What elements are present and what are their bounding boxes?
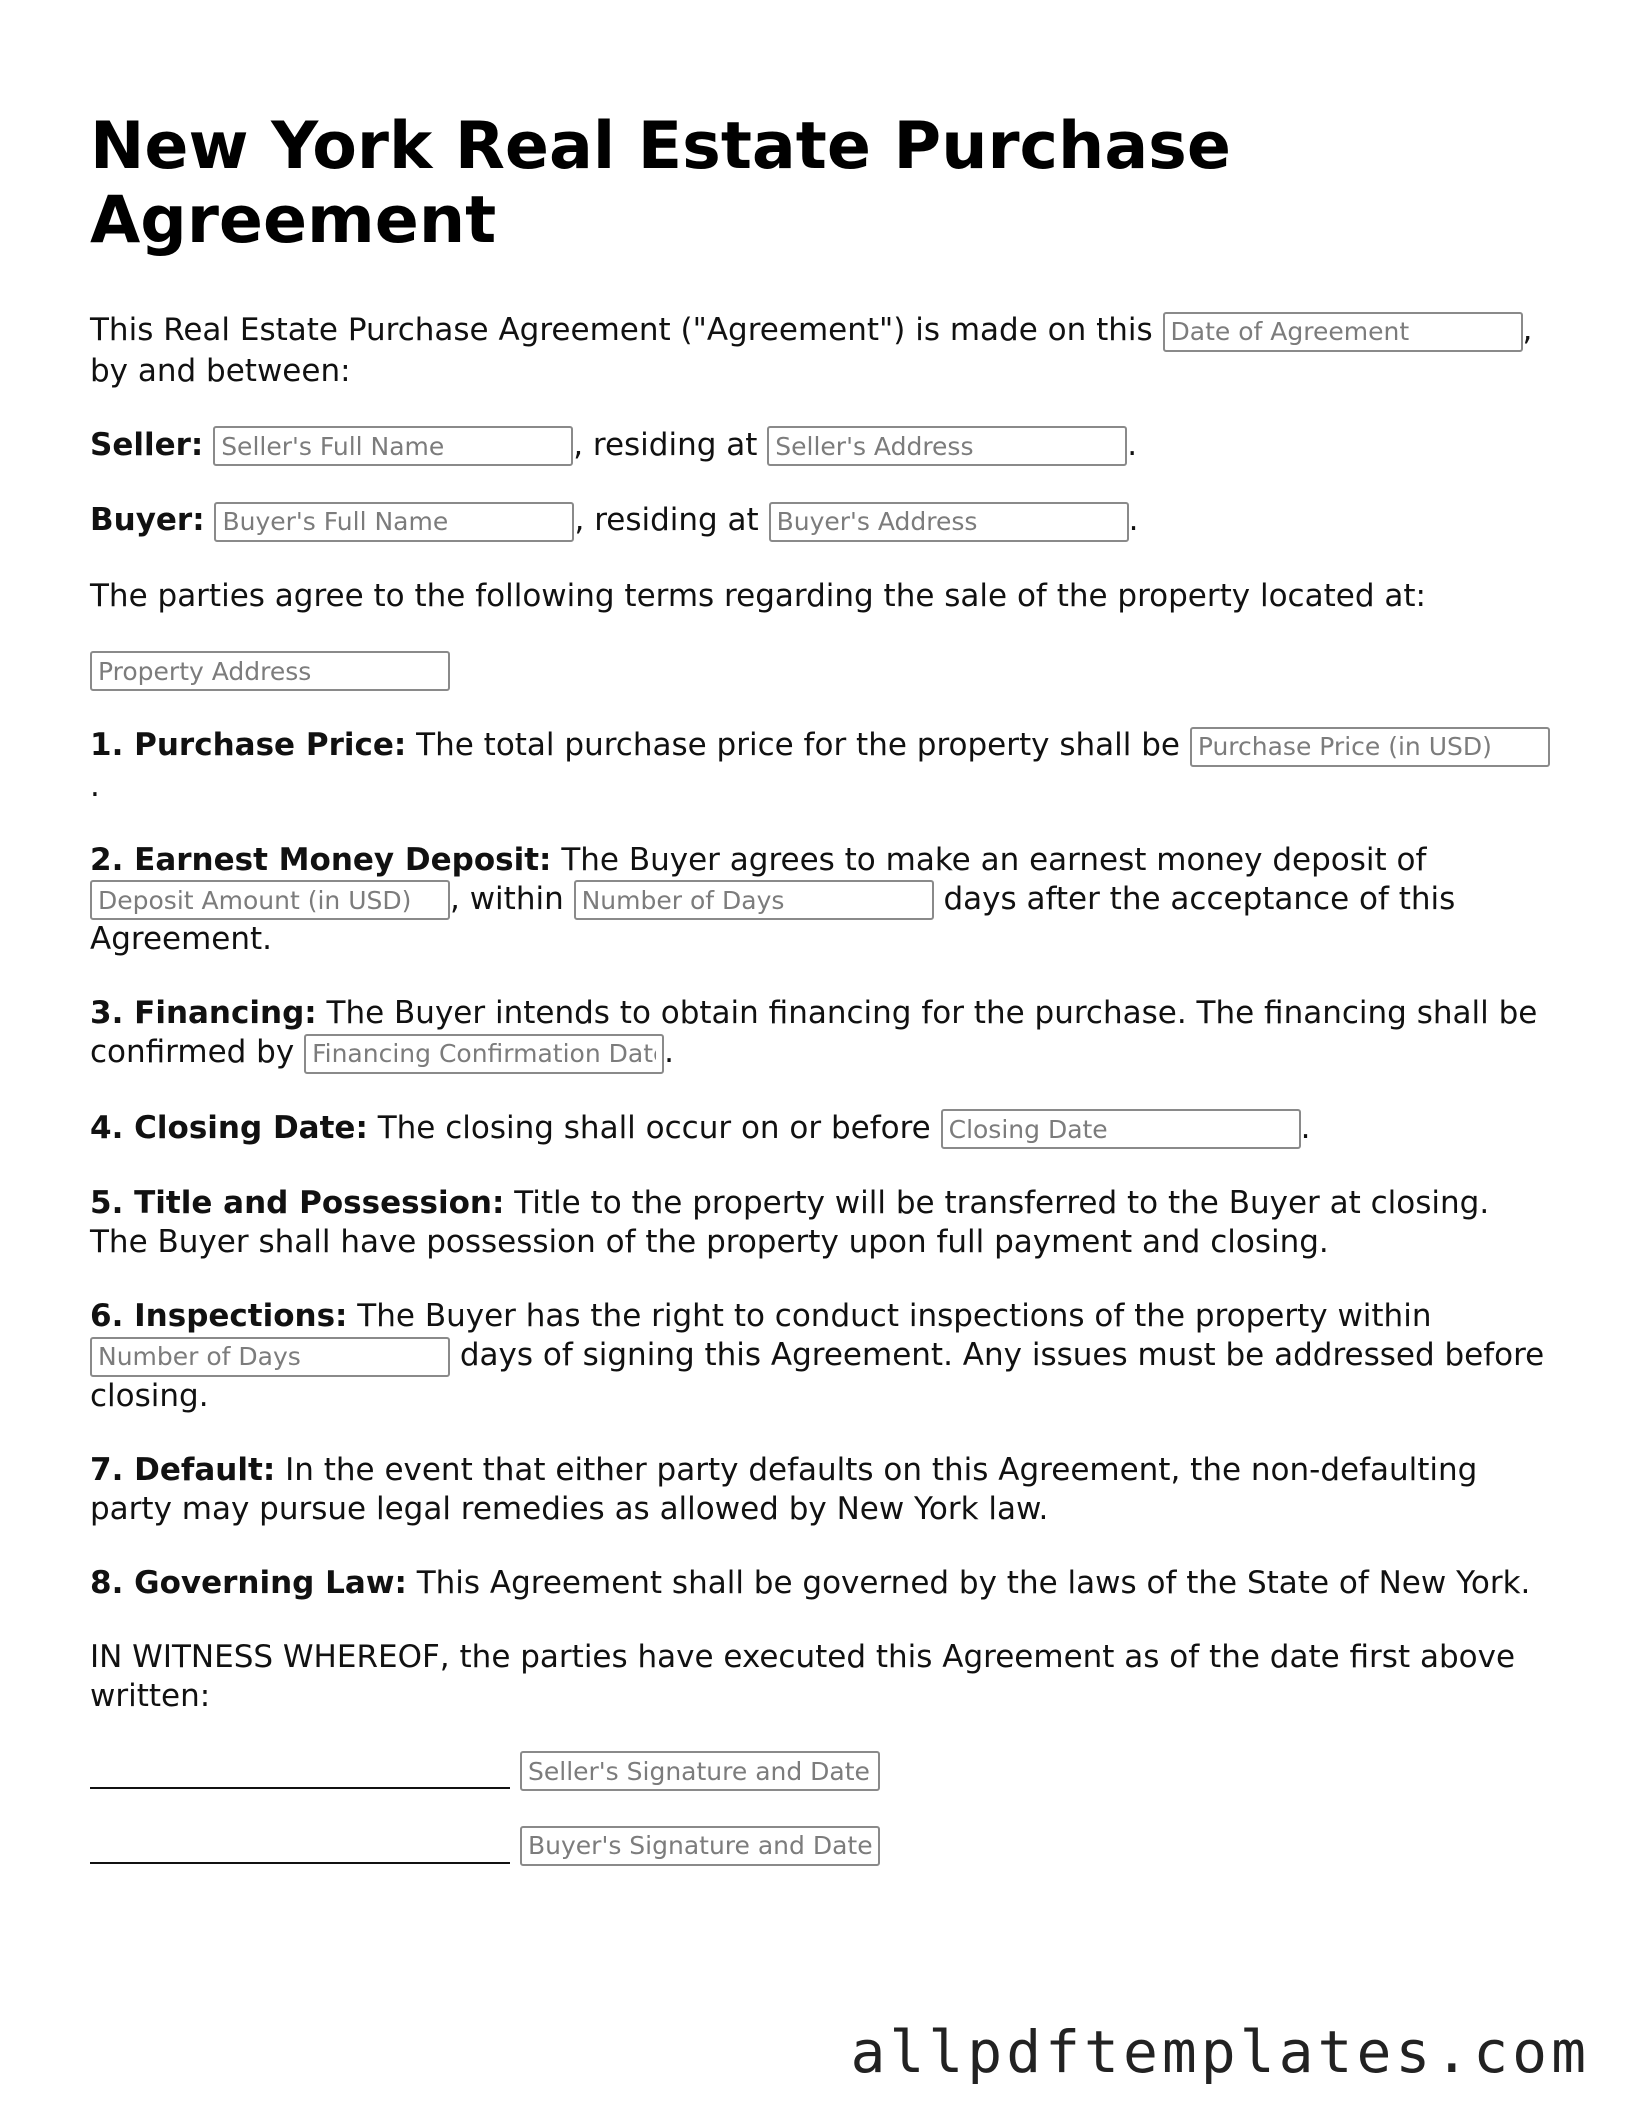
seller-address-input[interactable] [767, 426, 1127, 466]
section-title-possession [90, 1184, 1550, 1262]
section-end: . [1300, 1109, 1311, 1146]
section-text: Title to the property will be transferred to the Buyer at closing. The Buyer shall have possession of the property upon full payment and closing. [90, 1185, 1490, 1260]
property-address-input[interactable] [90, 651, 450, 691]
seller-signature-row [90, 1751, 1550, 1792]
section-text: The Buyer intends to obtain financing for the purchase. The financing shall be confirmed by [90, 995, 1538, 1070]
section-text: The Buyer agrees to make an earnest money deposit of [551, 841, 1427, 878]
section-financing [90, 994, 1550, 1074]
seller-line-end: . [1127, 426, 1138, 463]
buyer-signature-input[interactable] [520, 1826, 880, 1866]
section-governing-law [90, 1564, 1550, 1603]
section-heading: 3. Financing: [90, 995, 317, 1031]
section-end: . [90, 767, 100, 804]
section-heading: 7. Default: [90, 1451, 276, 1488]
buyer-address-input[interactable] [769, 502, 1129, 542]
section-heading: 1. Purchase Price: [90, 727, 407, 763]
purchase-price-input[interactable] [1190, 727, 1550, 767]
seller-name-input[interactable] [213, 426, 573, 466]
section-end: . [664, 1034, 674, 1070]
section-text: The Buyer has the right to conduct inspections of the property within [347, 1298, 1432, 1334]
seller-residing-text: , residing at [573, 426, 758, 463]
section-purchase-price [90, 726, 1550, 806]
buyer-signature-row [90, 1825, 1550, 1866]
deposit-days-input[interactable] [574, 880, 934, 920]
section-heading: 5. Title and Possession: [90, 1185, 505, 1221]
section-heading: 6. Inspections: [90, 1298, 348, 1334]
section-text: The total purchase price for the property shall be [406, 727, 1180, 763]
financing-date-input[interactable] [304, 1034, 664, 1074]
section-closing-date [90, 1109, 1550, 1150]
seller-signature-input[interactable] [520, 1751, 880, 1791]
intro-paragraph [90, 311, 1550, 391]
buyer-signature-line [90, 1828, 510, 1864]
date-of-agreement-input[interactable] [1163, 312, 1523, 352]
section-text: The closing shall occur on or before [367, 1109, 931, 1146]
witness-paragraph: IN WITNESS WHEREOF, the parties have executed this Agreement as of the date first above written: [90, 1638, 1516, 1714]
section-earnest-money [90, 841, 1550, 960]
inspection-days-input[interactable] [90, 1337, 450, 1377]
seller-line [90, 426, 1550, 467]
intro-after-text: , by and between: [90, 312, 1533, 389]
document [90, 110, 1550, 1900]
section-heading: 8. Governing Law: [90, 1564, 407, 1601]
within-text: , within [450, 880, 564, 917]
page-title: New York Real Estate Purchase Agreement [90, 109, 1231, 258]
buyer-label: Buyer: [90, 502, 205, 538]
section-text: This Agreement shall be governed by the laws of the State of New York. [406, 1564, 1531, 1601]
section-default [90, 1451, 1550, 1529]
closing-date-input[interactable] [941, 1109, 1301, 1149]
deposit-amount-input[interactable] [90, 880, 450, 920]
buyer-line [90, 501, 1550, 542]
watermark: allpdftemplates.com [850, 2018, 1590, 2086]
section-after-text: days after the acceptance of this Agreement. [90, 880, 1456, 957]
buyer-name-input[interactable] [214, 502, 574, 542]
buyer-line-end: . [1128, 502, 1139, 538]
buyer-residing-text: , residing at [574, 502, 759, 538]
property-paragraph: The parties agree to the following terms regarding the sale of the property located at: [90, 577, 1426, 614]
property-field-row [90, 651, 1550, 692]
section-heading: 2. Earnest Money Deposit: [90, 841, 552, 878]
seller-signature-line [90, 1753, 510, 1789]
section-heading: 4. Closing Date: [90, 1109, 368, 1146]
section-inspections [90, 1297, 1550, 1416]
seller-label: Seller: [90, 426, 204, 463]
section-text: In the event that either party defaults on this Agreement, the non-defaulting party may pursue legal remedies as allowed by New York law. [90, 1451, 1478, 1527]
intro-text: This Real Estate Purchase Agreement ("Agreement") is made on this [90, 312, 1153, 348]
section-after-text: days of signing this Agreement. Any issues must be addressed before closing. [90, 1337, 1545, 1414]
